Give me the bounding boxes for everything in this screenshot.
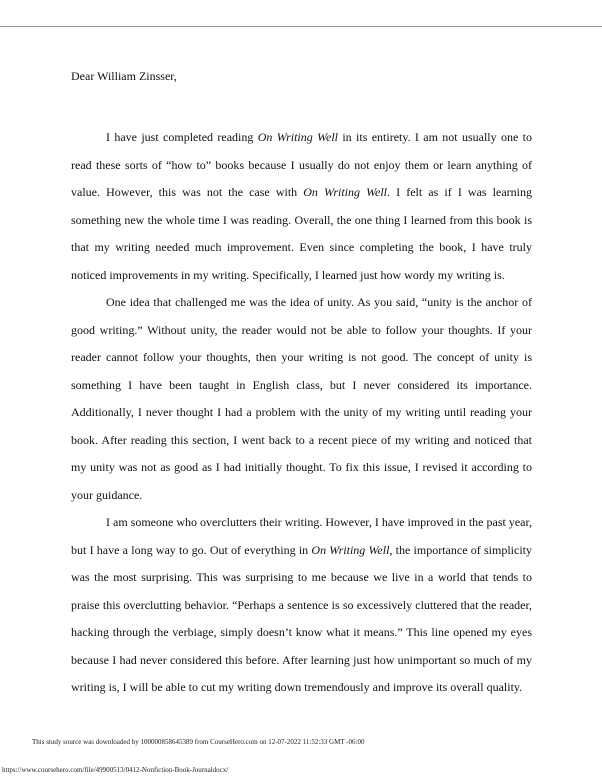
paragraph-2 <box>71 289 532 509</box>
page-top-divider <box>0 26 602 27</box>
paragraph-text: I have just completed reading <box>106 130 258 144</box>
paragraph-3 <box>71 509 532 702</box>
book-title: On Writing Well <box>303 185 388 199</box>
paragraph-text: , the importance of simplicity was the most surprising. This was surprising to me because we live in a world that tends to praise this overclutting behavior. “Perhaps a sentence is so excessively cluttered that the reader, hacking through the verbiage, simply doesn’t know what it means.” This line opened my eyes because I had never considered this before. After learning just how unimportant so much of my writing is, I will be able to cut my writing down tremendously and improve its overall quality. <box>71 542 532 694</box>
book-title: On Writing Well <box>257 130 338 144</box>
salutation: Dear William Zinsser, <box>71 69 177 83</box>
book-title: On Writing Well <box>311 542 390 557</box>
source-url[interactable]: https://www.coursehero.com/file/49900513/0412-Nonfiction-Book-Journaldocx/ <box>2 766 229 774</box>
letter-body <box>71 62 532 702</box>
paragraph-text: I am someone who overclutters their writing. However, I have improved in the past year, but I have a long way to go. Out of everything in <box>71 515 532 557</box>
download-source-notice: This study source was downloaded by 100000858645389 from CourseHero.com on 12-07-2022 11:52:33 GMT -06:00 <box>32 738 365 746</box>
paragraph-text: One idea that challenged me was the idea of unity. As you said, “unity is the anchor of good writing.” Without unity, the reader would not be able to follow your thoughts. If your reader cannot follow your thoughts, then your writing is not good. The concept of unity is something I have been taught in English class, but I never considered its importance. Additionally, I never thought I had a problem with the unity of my writing until reading your book. After reading this section, I went back to a recent piece of my writing and noticed that my unity was not as good as I had initially thought. To fix this issue, I revised it according to your guidance. <box>71 295 532 502</box>
paragraph-text: . I felt as if I was learning something new the whole time I was reading. Overall, the one thing I learned from this book is that my writing needed much improvement. Even since completing the book, I have truly noticed improvements in my writing. Specifically, I learned just how wordy my writing is. <box>71 185 532 282</box>
paragraph-1 <box>71 124 532 289</box>
paragraph-text: in its entirety. I am not usually one to read these sorts of “how to” books because I usually do not enjoy them or learn anything of value. However, this was not the case with <box>71 130 533 199</box>
